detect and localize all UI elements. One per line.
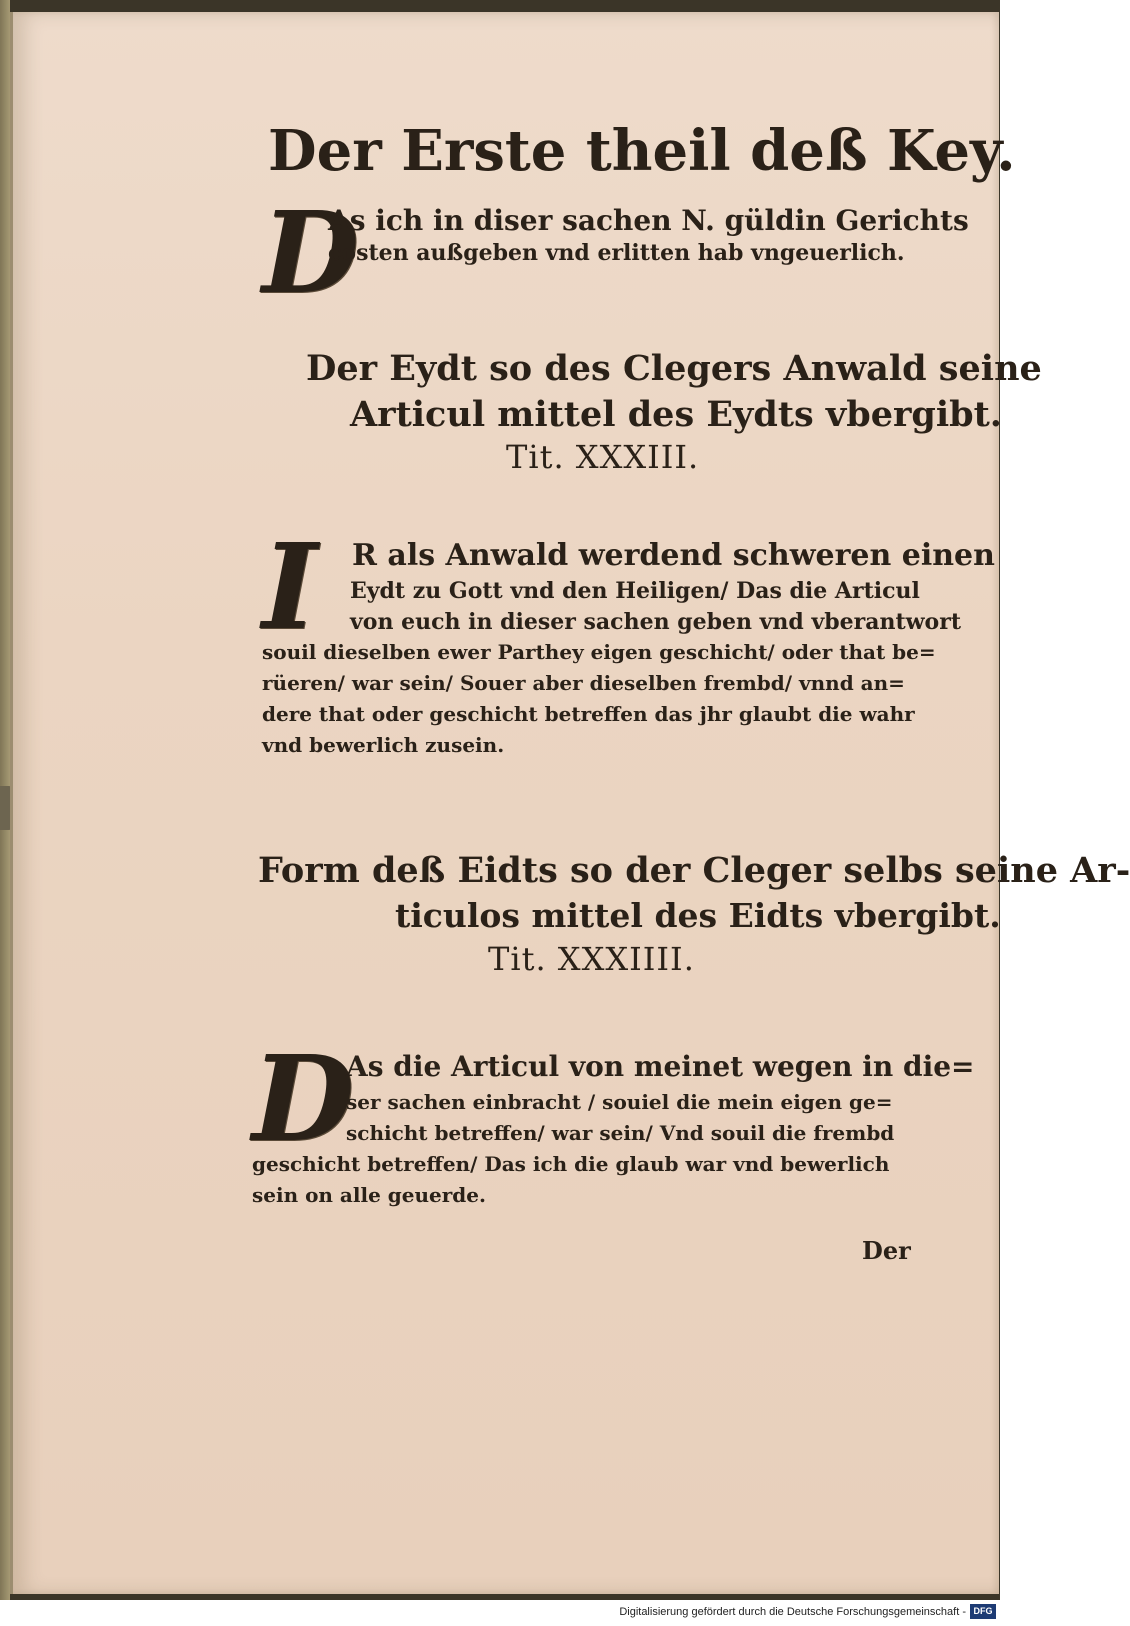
para3-line-5: sein on alle geuerde. (252, 1183, 486, 1207)
para2-line-1: R als Anwald werdend schweren einen (352, 538, 995, 573)
running-head: Der Erste theil deß Key. (268, 118, 1016, 184)
para2-line-7: vnd bewerlich zusein. (262, 733, 505, 757)
para1-line-2: costen außgeben vnd erlitten hab vngeuerlich. (328, 240, 905, 266)
para2-line-4: souil dieselben ewer Parthey eigen geschicht/ oder that be= (262, 640, 936, 664)
para1-line-1: As ich in diser sachen N. güldin Gerichts (328, 204, 969, 237)
dfg-logo-icon: DFG (970, 1604, 996, 1619)
para3-line-3: schicht betreffen/ war sein/ Vnd souil die frembd (346, 1121, 895, 1145)
section34-title-number: Tit. XXXIIII. (488, 940, 695, 978)
section34-heading-line-2: ticulos mittel des Eidts vbergibt. (395, 896, 1001, 935)
para3-line-1: As die Articul von meinet wegen in die= (346, 1050, 975, 1083)
para2-line-5: rüeren/ war sein/ Souer aber dieselben frembd/ vnnd an= (262, 671, 905, 695)
decorated-initial-d: D (252, 1029, 355, 1168)
section34-heading-line-1: Form deß Eidts so der Cleger selbs seine Ar- (258, 850, 1130, 891)
para2-line-2: Eydt zu Gott vnd den Heiligen/ Das die Articul (350, 578, 920, 604)
footer-credit: Digitalisierung gefördert durch die Deutsche Forschungsgemeinschaft - (619, 1606, 966, 1618)
section33-heading-line-2: Articul mittel des Eydts vbergibt. (350, 394, 1002, 435)
para3-line-2: ser sachen einbracht / souiel die mein eigen ge= (346, 1090, 893, 1114)
catchword: Der (862, 1236, 911, 1265)
decorated-initial-i: I (262, 517, 318, 656)
para2-line-3: von euch in dieser sachen geben vnd vberantwort (350, 609, 961, 635)
decorated-initial-d: D (262, 188, 360, 319)
para3-line-4: geschicht betreffen/ Das ich die glaub war vnd bewerlich (252, 1152, 890, 1176)
section33-title-number: Tit. XXXIII. (506, 438, 700, 476)
section33-heading-line-1: Der Eydt so des Clegers Anwald seine (306, 348, 1042, 389)
para2-line-6: dere that oder geschicht betreffen das jhr glaubt die wahr (262, 702, 915, 726)
